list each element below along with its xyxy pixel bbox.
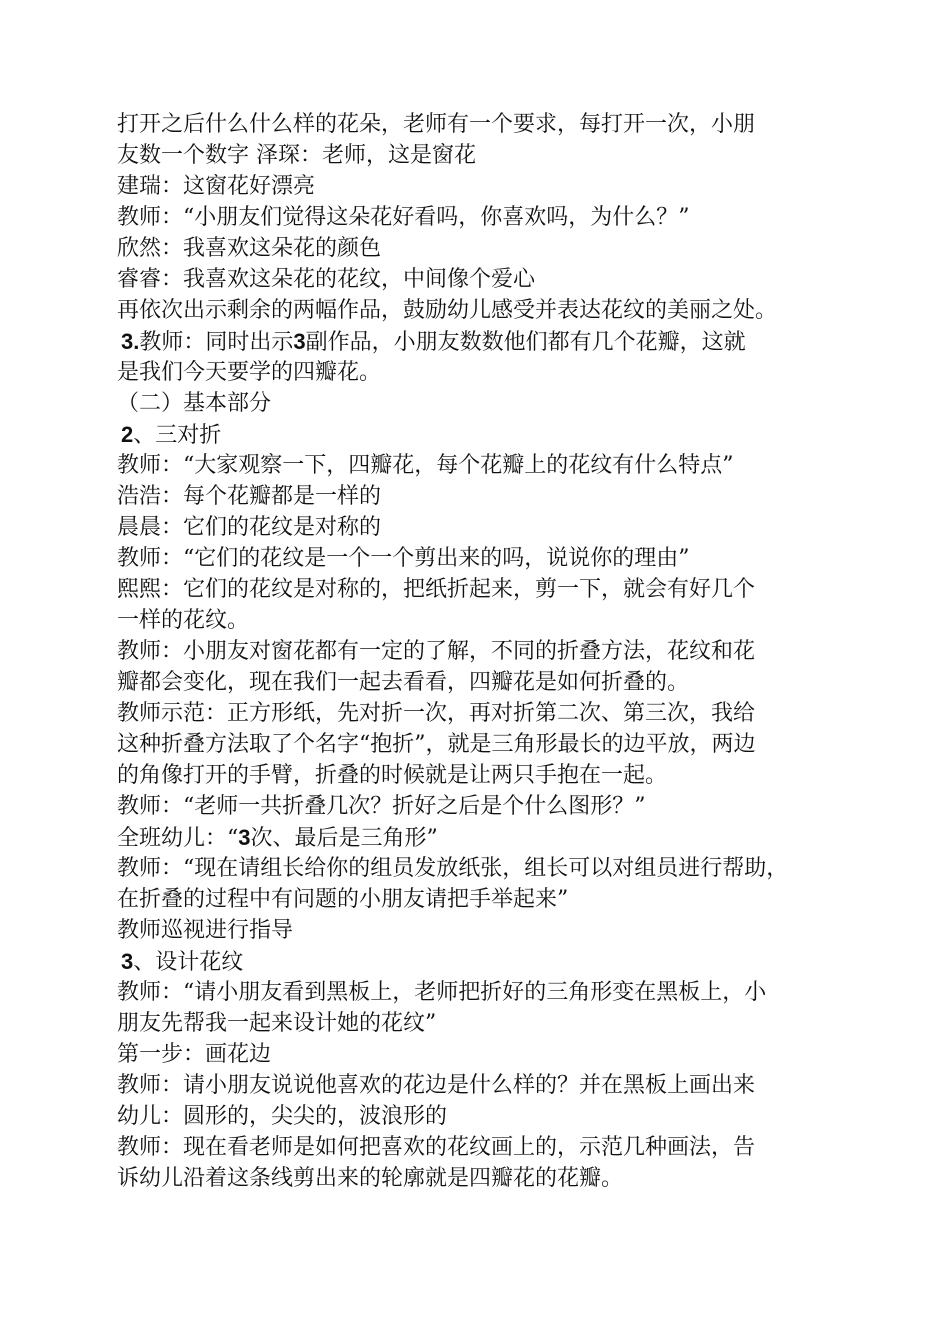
text-line: 是我们今天要学的四瓣花。 bbox=[117, 360, 382, 385]
text-line: 晨晨：它们的花纹是对称的 bbox=[117, 515, 382, 540]
text-line: 诉幼儿沿着这条线剪出来的轮廓就是四瓣花的花瓣。 bbox=[117, 1166, 624, 1191]
step-number: 2 bbox=[121, 422, 134, 447]
text-line: 打开之后什么什么样的花朵，老师有一个要求，每打开一次，小朋 bbox=[117, 112, 756, 137]
section-heading: （二）基本部分 bbox=[117, 391, 272, 416]
step-number: 3. bbox=[121, 329, 140, 354]
text-line: 教师：现在看老师是如何把喜欢的花纹画上的，示范几种画法，告 bbox=[117, 1135, 756, 1160]
text-line bbox=[117, 823, 438, 853]
text-line: 教师：请小朋友说说他喜欢的花边是什么样的？并在黑板上画出来 bbox=[117, 1073, 756, 1098]
text-line: 一样的花纹。 bbox=[117, 608, 250, 633]
text-line: 幼儿：圆形的，尖尖的，波浪形的 bbox=[117, 1104, 448, 1129]
text-line: 教师：小朋友对窗花都有一定的了解，不同的折叠方法，花纹和花 bbox=[117, 639, 756, 664]
text-line: 教师：“现在请组长给你的组员发放纸张，组长可以对组员进行帮助， bbox=[117, 856, 789, 881]
subsection-heading bbox=[121, 947, 243, 977]
text-line bbox=[121, 327, 746, 357]
text-span: 、三对折 bbox=[133, 423, 222, 448]
text-span: 全班幼儿：“ bbox=[117, 826, 239, 851]
inline-number: 3 bbox=[293, 329, 306, 354]
text-line: 瓣都会变化，现在我们一起去看看，四瓣花是如何折叠的。 bbox=[117, 670, 690, 695]
text-span: 副作品，小朋友数数他们都有几个花瓣，这就 bbox=[305, 330, 746, 355]
text-line: 欣然：我喜欢这朵花的颜色 bbox=[117, 236, 382, 261]
text-span: 、设计花纹 bbox=[133, 950, 244, 975]
text-line: 这种折叠方法取了个名字“抱折”，就是三角形最长的边平放，两边 bbox=[117, 732, 756, 757]
text-line: 第一步：画花边 bbox=[117, 1042, 272, 1067]
text-span: 次、最后是三角形” bbox=[250, 826, 438, 851]
text-line: 建瑞：这窗花好漂亮 bbox=[117, 174, 316, 199]
text-line: 教师：“小朋友们觉得这朵花好看吗，你喜欢吗，为什么？” bbox=[117, 205, 690, 230]
text-line: 教师：“老师一共折叠几次？折好之后是个什么图形？” bbox=[117, 794, 646, 819]
text-line: 教师示范：正方形纸，先对折一次，再对折第二次、第三次，我给 bbox=[117, 701, 756, 726]
text-line: 浩浩：每个花瓣都是一样的 bbox=[117, 484, 382, 509]
inline-number: 3 bbox=[238, 825, 251, 850]
text-line: 朋友先帮我一起来设计她的花纹” bbox=[117, 1011, 437, 1036]
text-line: 教师：“它们的花纹是一个一个剪出来的吗，说说你的理由” bbox=[117, 546, 690, 571]
text-line: 在折叠的过程中有问题的小朋友请把手举起来” bbox=[117, 887, 569, 912]
step-number: 3 bbox=[121, 949, 134, 974]
text-line: 教师：“大家观察一下，四瓣花，每个花瓣上的花纹有什么特点” bbox=[117, 453, 734, 478]
text-line: 熙熙：它们的花纹是对称的，把纸折起来，剪一下，就会有好几个 bbox=[117, 577, 756, 602]
text-line: 教师：“请小朋友看到黑板上，老师把折好的三角形变在黑板上，小 bbox=[117, 980, 767, 1005]
text-line: 的角像打开的手臂，折叠的时候就是让两只手抱在一起。 bbox=[117, 763, 668, 788]
text-span: 教师：同时出示 bbox=[139, 330, 294, 355]
subsection-heading bbox=[121, 420, 221, 450]
text-line: 再依次出示剩余的两幅作品，鼓励幼儿感受并表达花纹的美丽之处。 bbox=[117, 298, 778, 323]
text-line: 睿睿：我喜欢这朵花的花纹，中间像个爱心 bbox=[117, 267, 536, 292]
text-line: 教师巡视进行指导 bbox=[117, 918, 294, 943]
text-line: 友数一个数字 泽琛：老师，这是窗花 bbox=[117, 143, 476, 168]
